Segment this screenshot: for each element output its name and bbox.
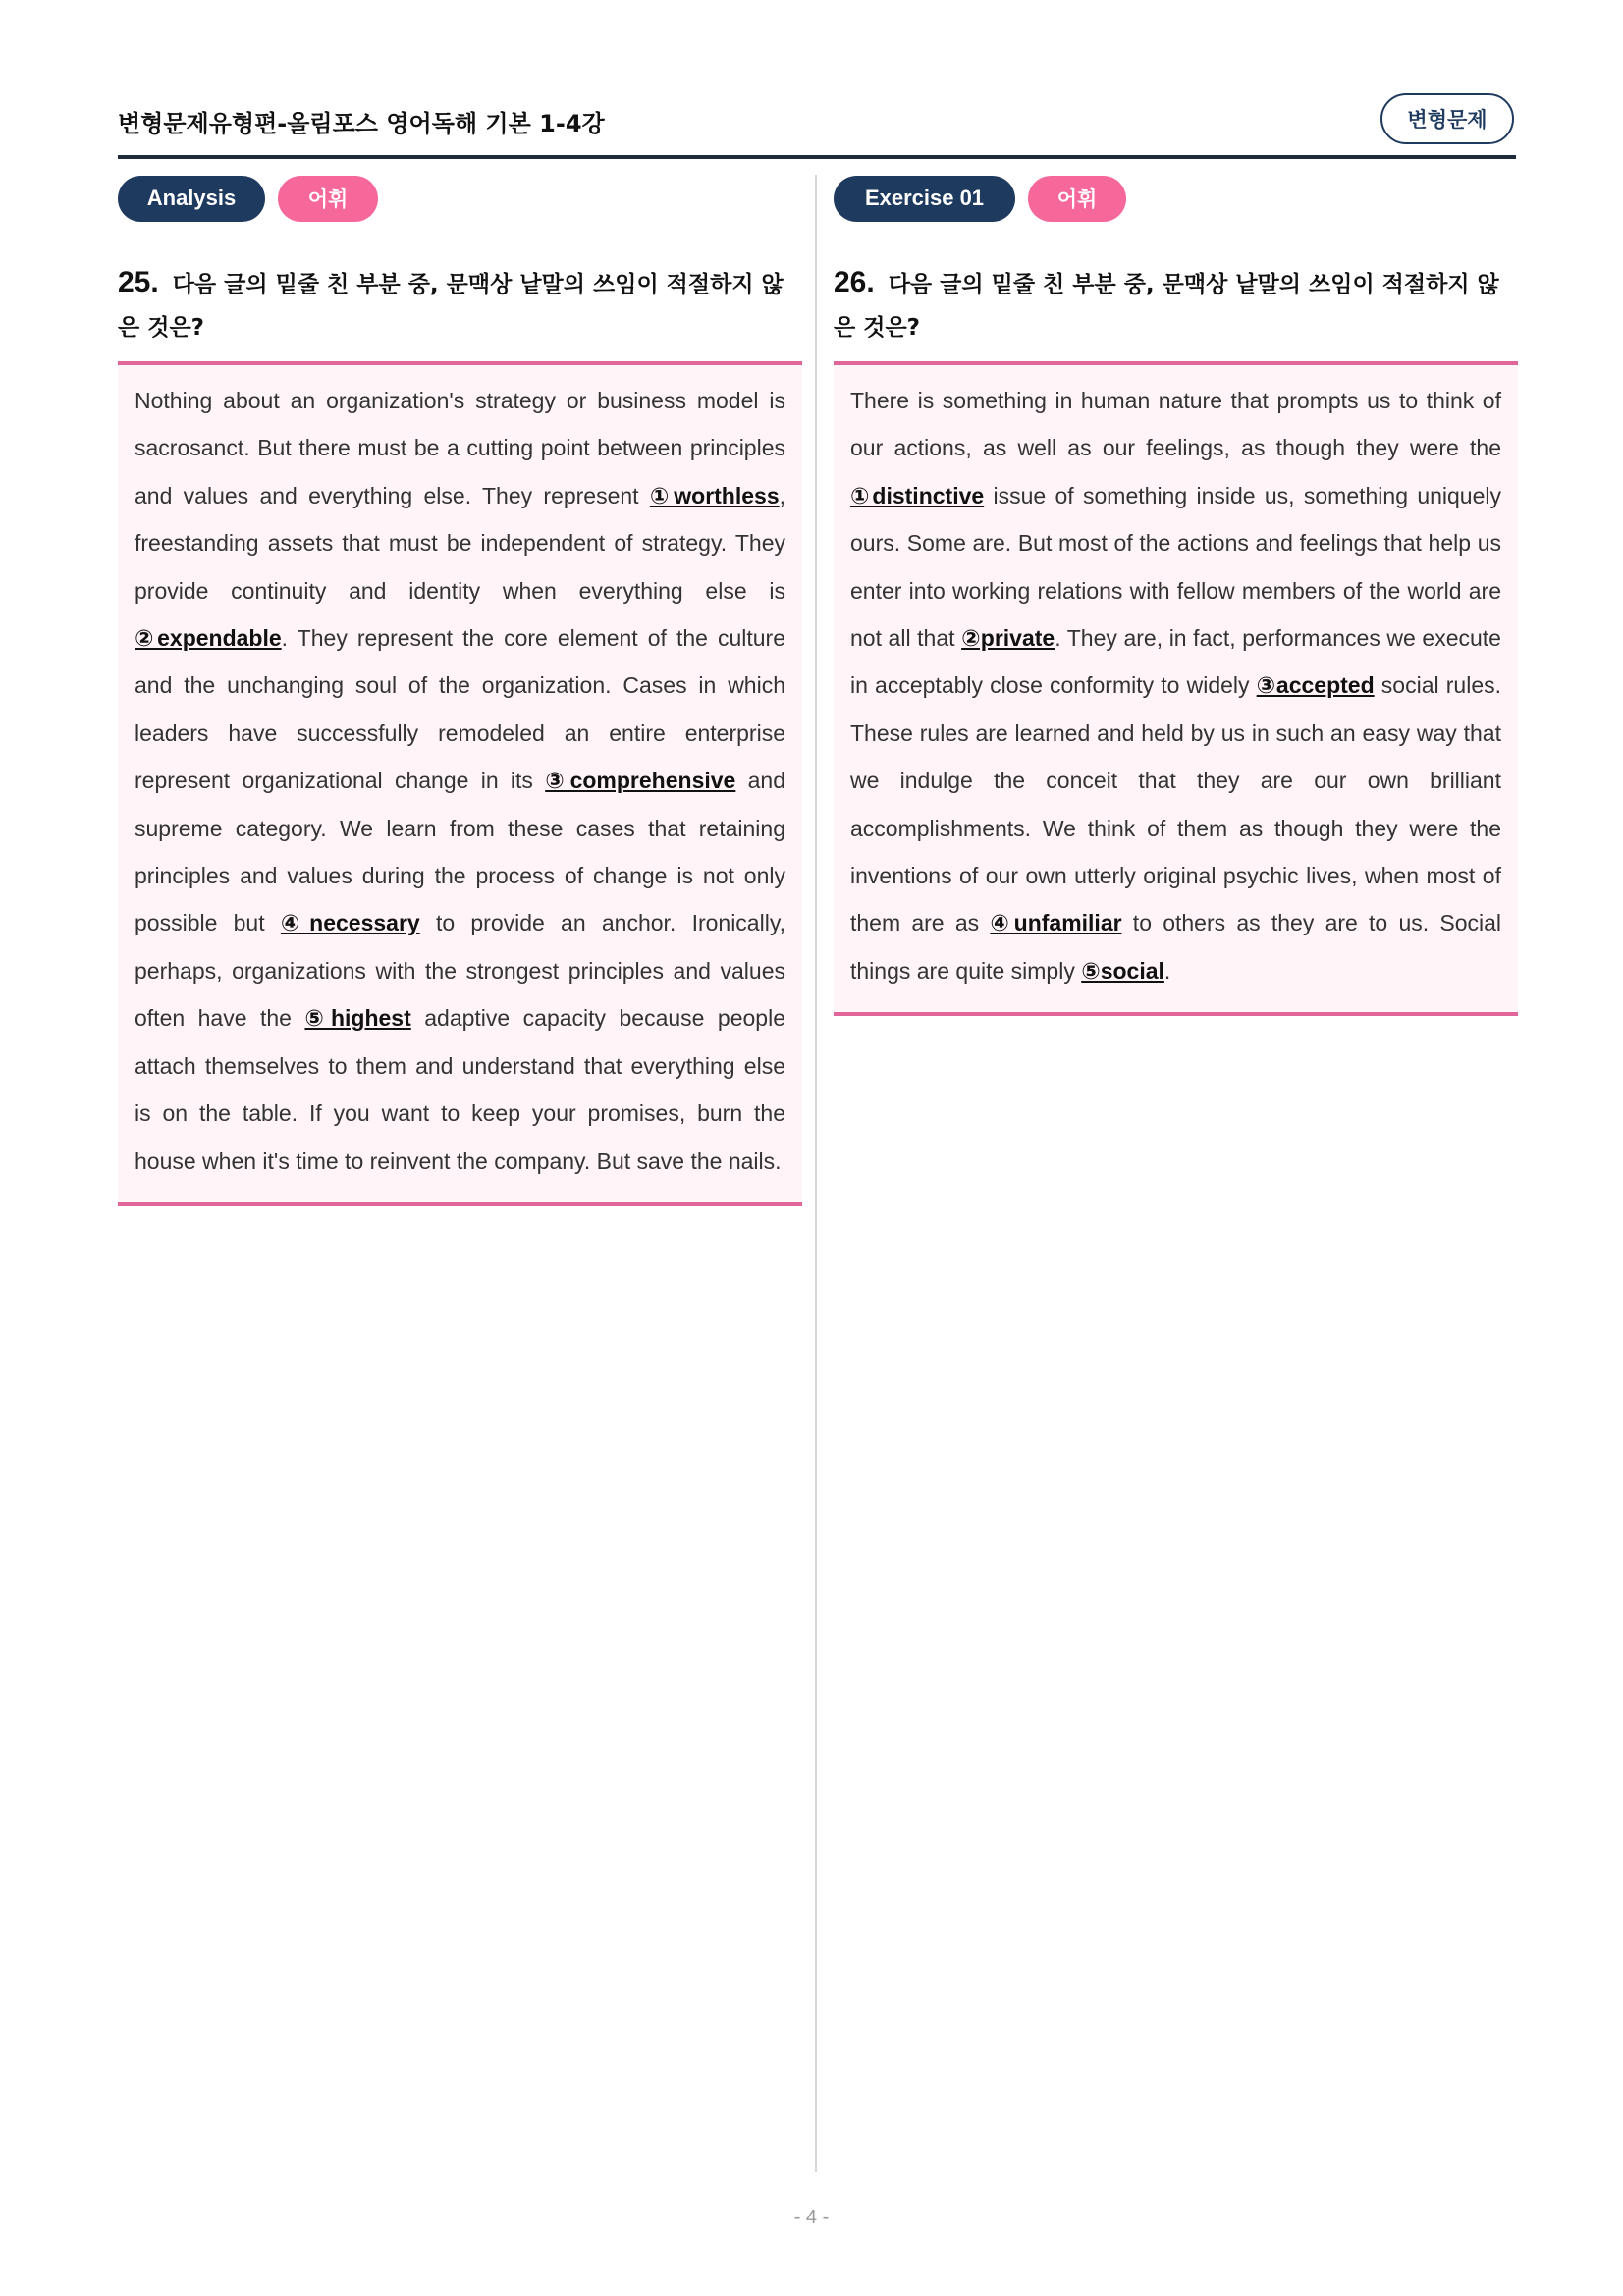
question-number: 26. (834, 266, 875, 298)
passage-text: adaptive capacity because people attach themselves to them and understand that everything else is on the table. If you want to keep your promises, burn the house when it's time to reinvent the company. But save the nails. (135, 1005, 785, 1174)
analysis-badge: Analysis (118, 176, 265, 222)
question-text: 다음 글의 밑줄 친 부분 중, 문맥상 낱말의 쓰임이 적절하지 않은 것은? (118, 272, 784, 341)
underlined-choice-4: ④unfamiliar (990, 910, 1122, 936)
question-26 (834, 261, 1518, 349)
passage-text: . They are, in fact, performances we execute in acceptably close conformity to widely (850, 625, 1501, 699)
header-rule (118, 155, 1516, 159)
left-pills (118, 175, 802, 222)
underlined-choice-3: ③accepted (1256, 672, 1375, 699)
passage-text: to provide an anchor. Ironically, perhaps, organizations with the strongest principles and values often have the (135, 910, 785, 1032)
vocab-tag-right: 어휘 (1028, 176, 1126, 222)
underlined-choice-5: ⑤social (1081, 957, 1164, 984)
right-pills (834, 175, 1518, 222)
passage-text: to others as they are to us. Social things are quite simply (850, 910, 1501, 984)
underlined-choice-2: ②expendable (135, 625, 282, 652)
question-25 (118, 261, 802, 349)
left-column (118, 175, 802, 1206)
question-text: 다음 글의 밑줄 친 부분 중, 문맥상 낱말의 쓰임이 적절하지 않은 것은? (834, 272, 1499, 341)
underlined-choice-2: ②private (961, 625, 1055, 652)
passage-box-26 (834, 361, 1518, 1016)
right-column (834, 175, 1518, 1016)
passage-25 (135, 377, 785, 1185)
underlined-choice-1: ①distinctive (850, 482, 985, 508)
passage-text: There is something in human nature that prompts us to think of our actions, as well as our feelings, as though they were the (850, 388, 1501, 461)
passage-text: . (1163, 957, 1171, 984)
column-divider (815, 175, 817, 2172)
exercise-badge: Exercise 01 (834, 176, 1015, 222)
underlined-choice-3: ③comprehensive (545, 768, 736, 794)
underlined-choice-1: ①worthless (649, 482, 780, 508)
question-number: 25. (118, 266, 159, 298)
passage-text: and supreme category. We learn from these cases that retaining principles and values during the process of change is not only possible but (135, 768, 786, 936)
underlined-choice-4: ④necessary (280, 910, 420, 936)
passage-text: social rules. These rules are learned and held by us in such an easy way that we indulge the conceit that they are our own brilliant accomplishments. We think of them as though they were the inventions of our own utterly original psychic lives, when most of them are as (850, 672, 1501, 936)
passage-box-25 (118, 361, 802, 1206)
header-title: 변형문제유형편-올림포스 영어독해 기본 1-4강 (118, 110, 605, 137)
passage-text: issue of something inside us, something uniquely ours. Some are. But most of the actions and feelings that help us enter into working relations with fellow members of the world are not all that (850, 482, 1501, 652)
underlined-choice-5: ⑤highest (304, 1005, 411, 1032)
vocab-tag-left: 어휘 (278, 176, 378, 222)
passage-text: Nothing about an organization's strategy or business model is sacrosanct. But there must be a cutting point between principles and values and everything else. They represent (135, 388, 785, 508)
header-badge: 변형문제 (1380, 93, 1514, 144)
passage-text: , freestanding assets that must be independent of strategy. They provide continuity and identity when everything else is (135, 482, 786, 604)
passage-text: . They represent the core element of the culture and the unchanging soul of the organization. Cases in which leaders have successfully remodeled an entire enterprise represent organizational change in its (135, 625, 785, 794)
passage-26 (850, 377, 1501, 994)
page-number: - 4 - (793, 2207, 830, 2228)
